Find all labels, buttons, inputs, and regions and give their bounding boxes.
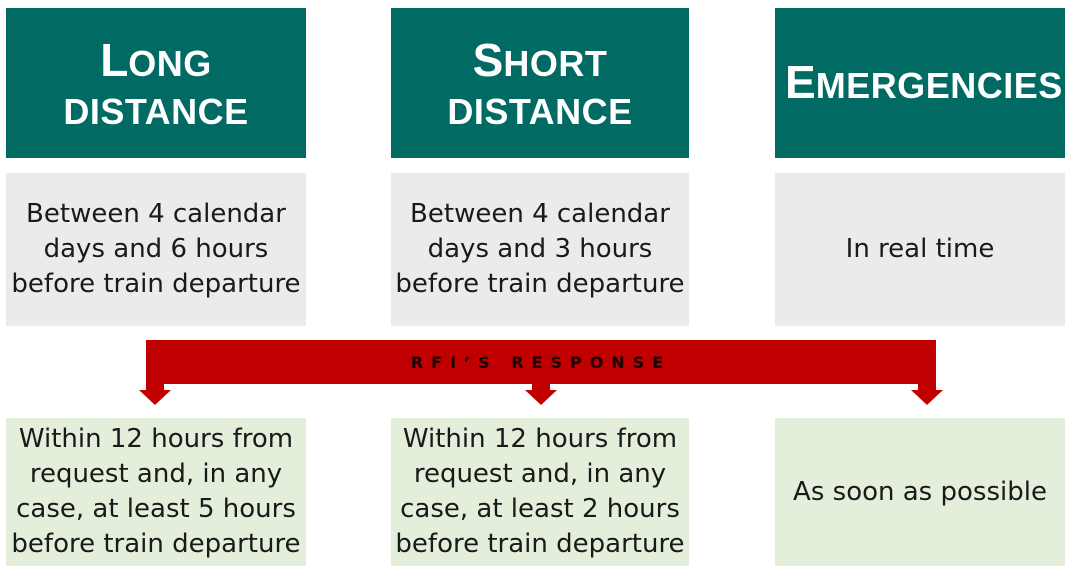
header-line2: DISTANCE	[447, 91, 633, 133]
header-initial: S	[472, 33, 504, 86]
response-emergency	[775, 418, 1065, 566]
arrow-head-left	[139, 390, 171, 405]
text-line: Between 4 calendar	[26, 199, 286, 229]
header-rest: HORT	[503, 42, 608, 84]
text-line: Between 4 calendar	[410, 199, 670, 229]
arrow-head-right	[911, 390, 943, 405]
text-line: case, at least 5 hours	[16, 494, 296, 524]
text-line: before train departure	[395, 269, 685, 299]
response-short	[391, 418, 689, 566]
header-rest: MERGENCIES	[815, 65, 1063, 107]
text-line: before train departure	[11, 529, 301, 559]
response-long	[6, 418, 306, 566]
text-line: Within 12 hours from	[18, 424, 294, 454]
text-line: before train departure	[395, 529, 685, 559]
text-line: request and, in any	[29, 459, 283, 489]
text-line: request and, in any	[413, 459, 667, 489]
arrow-head-middle	[525, 390, 557, 405]
text-line: days and 6 hours	[43, 234, 269, 264]
text-line: before train departure	[11, 269, 301, 299]
text-line: case, at least 2 hours	[400, 494, 680, 524]
header-initial: E	[785, 56, 816, 109]
header-line2: DISTANCE	[63, 91, 249, 133]
text-line: As soon as possible	[793, 476, 1047, 507]
header-initial: L	[100, 33, 129, 86]
header-rest: ONG	[128, 42, 212, 84]
text-line: days and 3 hours	[427, 234, 653, 264]
text-line: Within 12 hours from	[402, 424, 678, 454]
banner-label: RFI’S RESPONSE	[410, 352, 672, 372]
text-line: In real time	[845, 234, 995, 264]
